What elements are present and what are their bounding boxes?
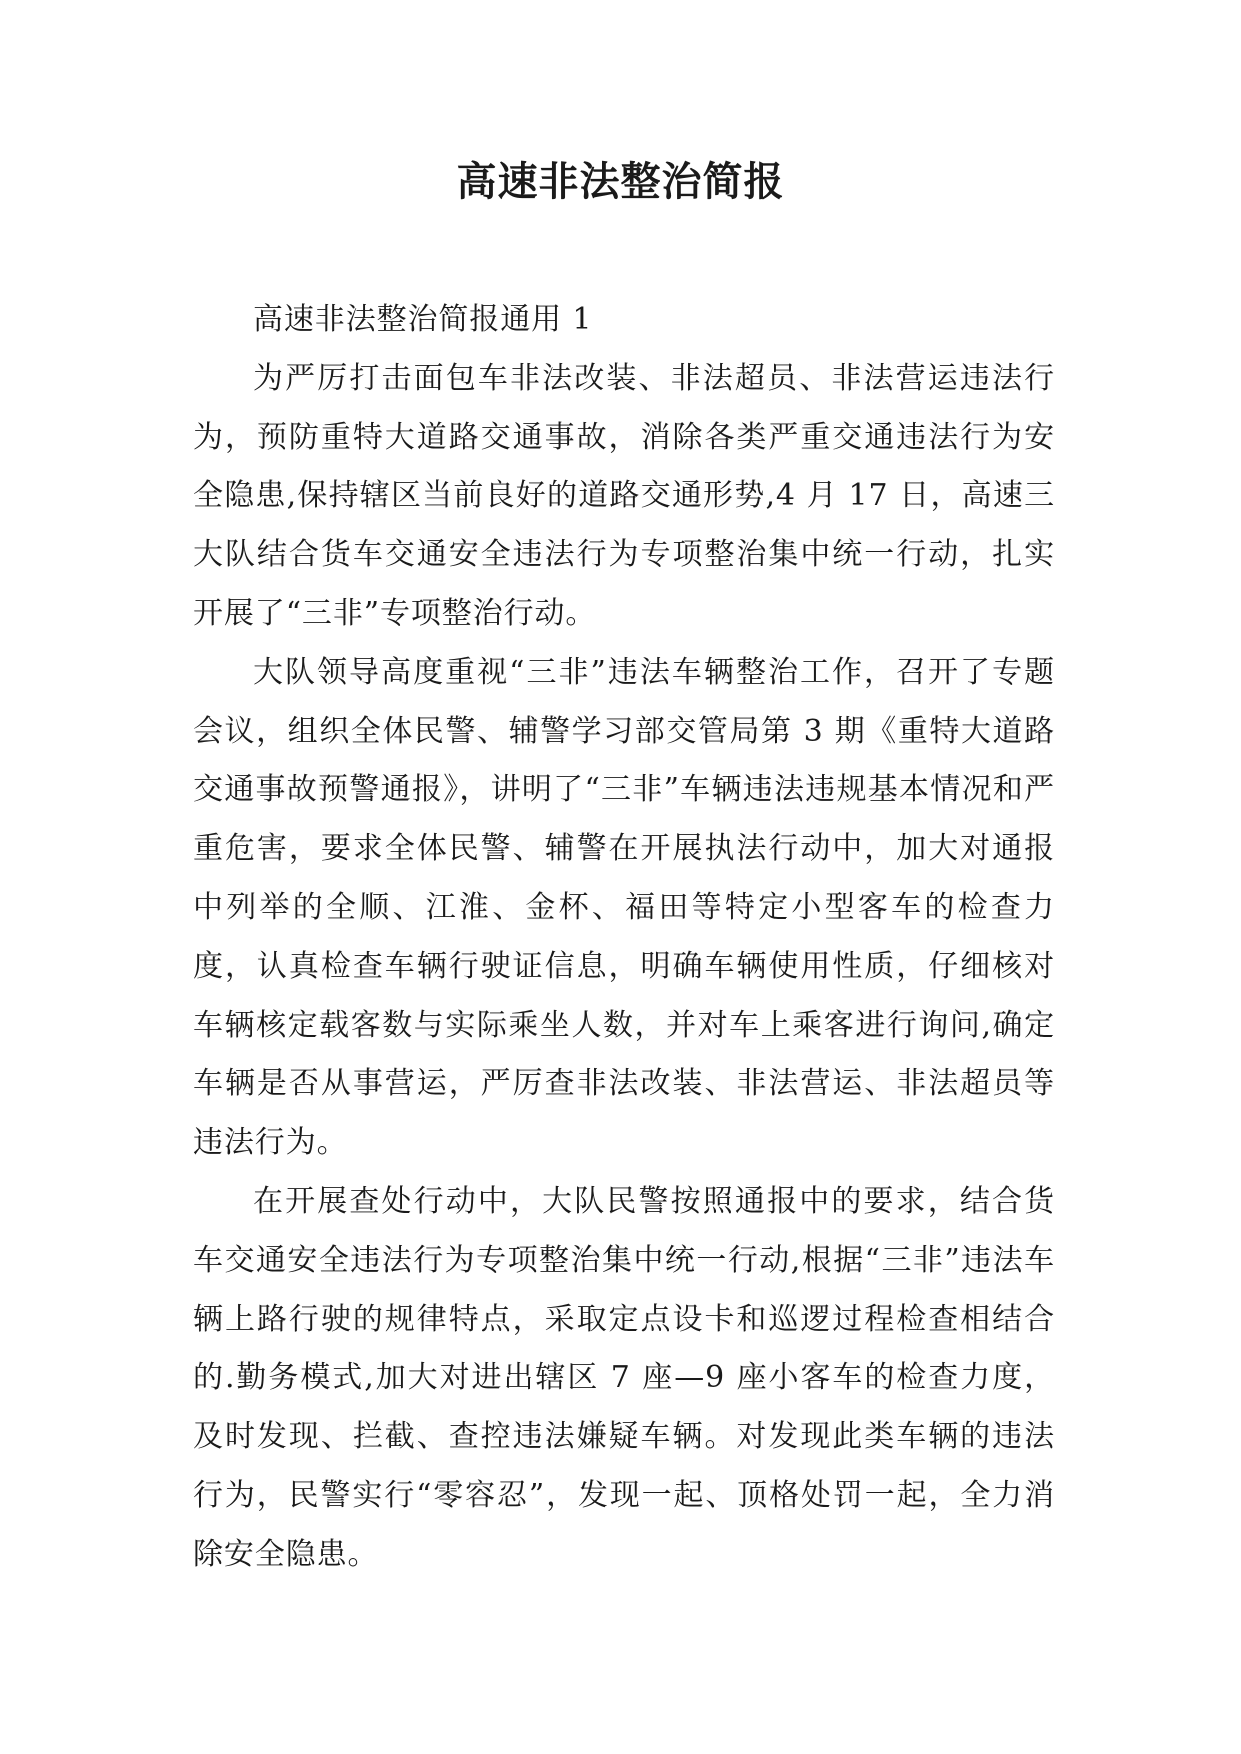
paragraph-1: 为严厉打击面包车非法改装、非法超员、非法营运违法行为，预防重特大道路交通事故，消除各类严重交通违法行为安全隐患,保持辖区当前良好的道路交通形势,4 月 17 日，高速三大队结合货车交通安全违法行为专项整治集中统一行动，扎实开展了“三非”专项整治行动。 [193,360,1055,631]
paragraph-2: 大队领导高度重视“三非”违法车辆整治工作，召开了专题会议，组织全体民警、辅警学习部交管局第 3 期《重特大道路交通事故预警通报》，讲明了“三非”车辆违法违规基本情况和严重危害，要求全体民警、辅警在开展执法行动中，加大对通报中列举的全顺、江淮、金杯、福田等特定小型客车的检查力度，认真检查车辆行驶证信息，明确车辆使用性质，仔细核对车辆核定载客数与实际乘坐人数，并对车上乘客进行询问,确定车辆是否从事营运，严厉查非法改装、非法营运、非法超员等违法行为。 [193,654,1055,1161]
document-body [193,291,1055,1585]
paragraph-3: 在开展查处行动中，大队民警按照通报中的要求，结合货车交通安全违法行为专项整治集中统一行动,根据“三非”违法车辆上路行驶的规律特点，采取定点设卡和巡逻过程检查相结合的.勤务模式,加大对进出辖区 7 座—9 座小客车的检查力度，及时发现、拦截、查控违法嫌疑车辆。对发现此类车辆的违法行为，民警实行“零容忍”，发现一起、顶格处罚一起，全力消除安全隐患。 [193,1183,1055,1572]
document-subtitle: 高速非法整治简报通用 1 [253,302,593,337]
document-title: 高速非法整治简报 [456,158,785,205]
